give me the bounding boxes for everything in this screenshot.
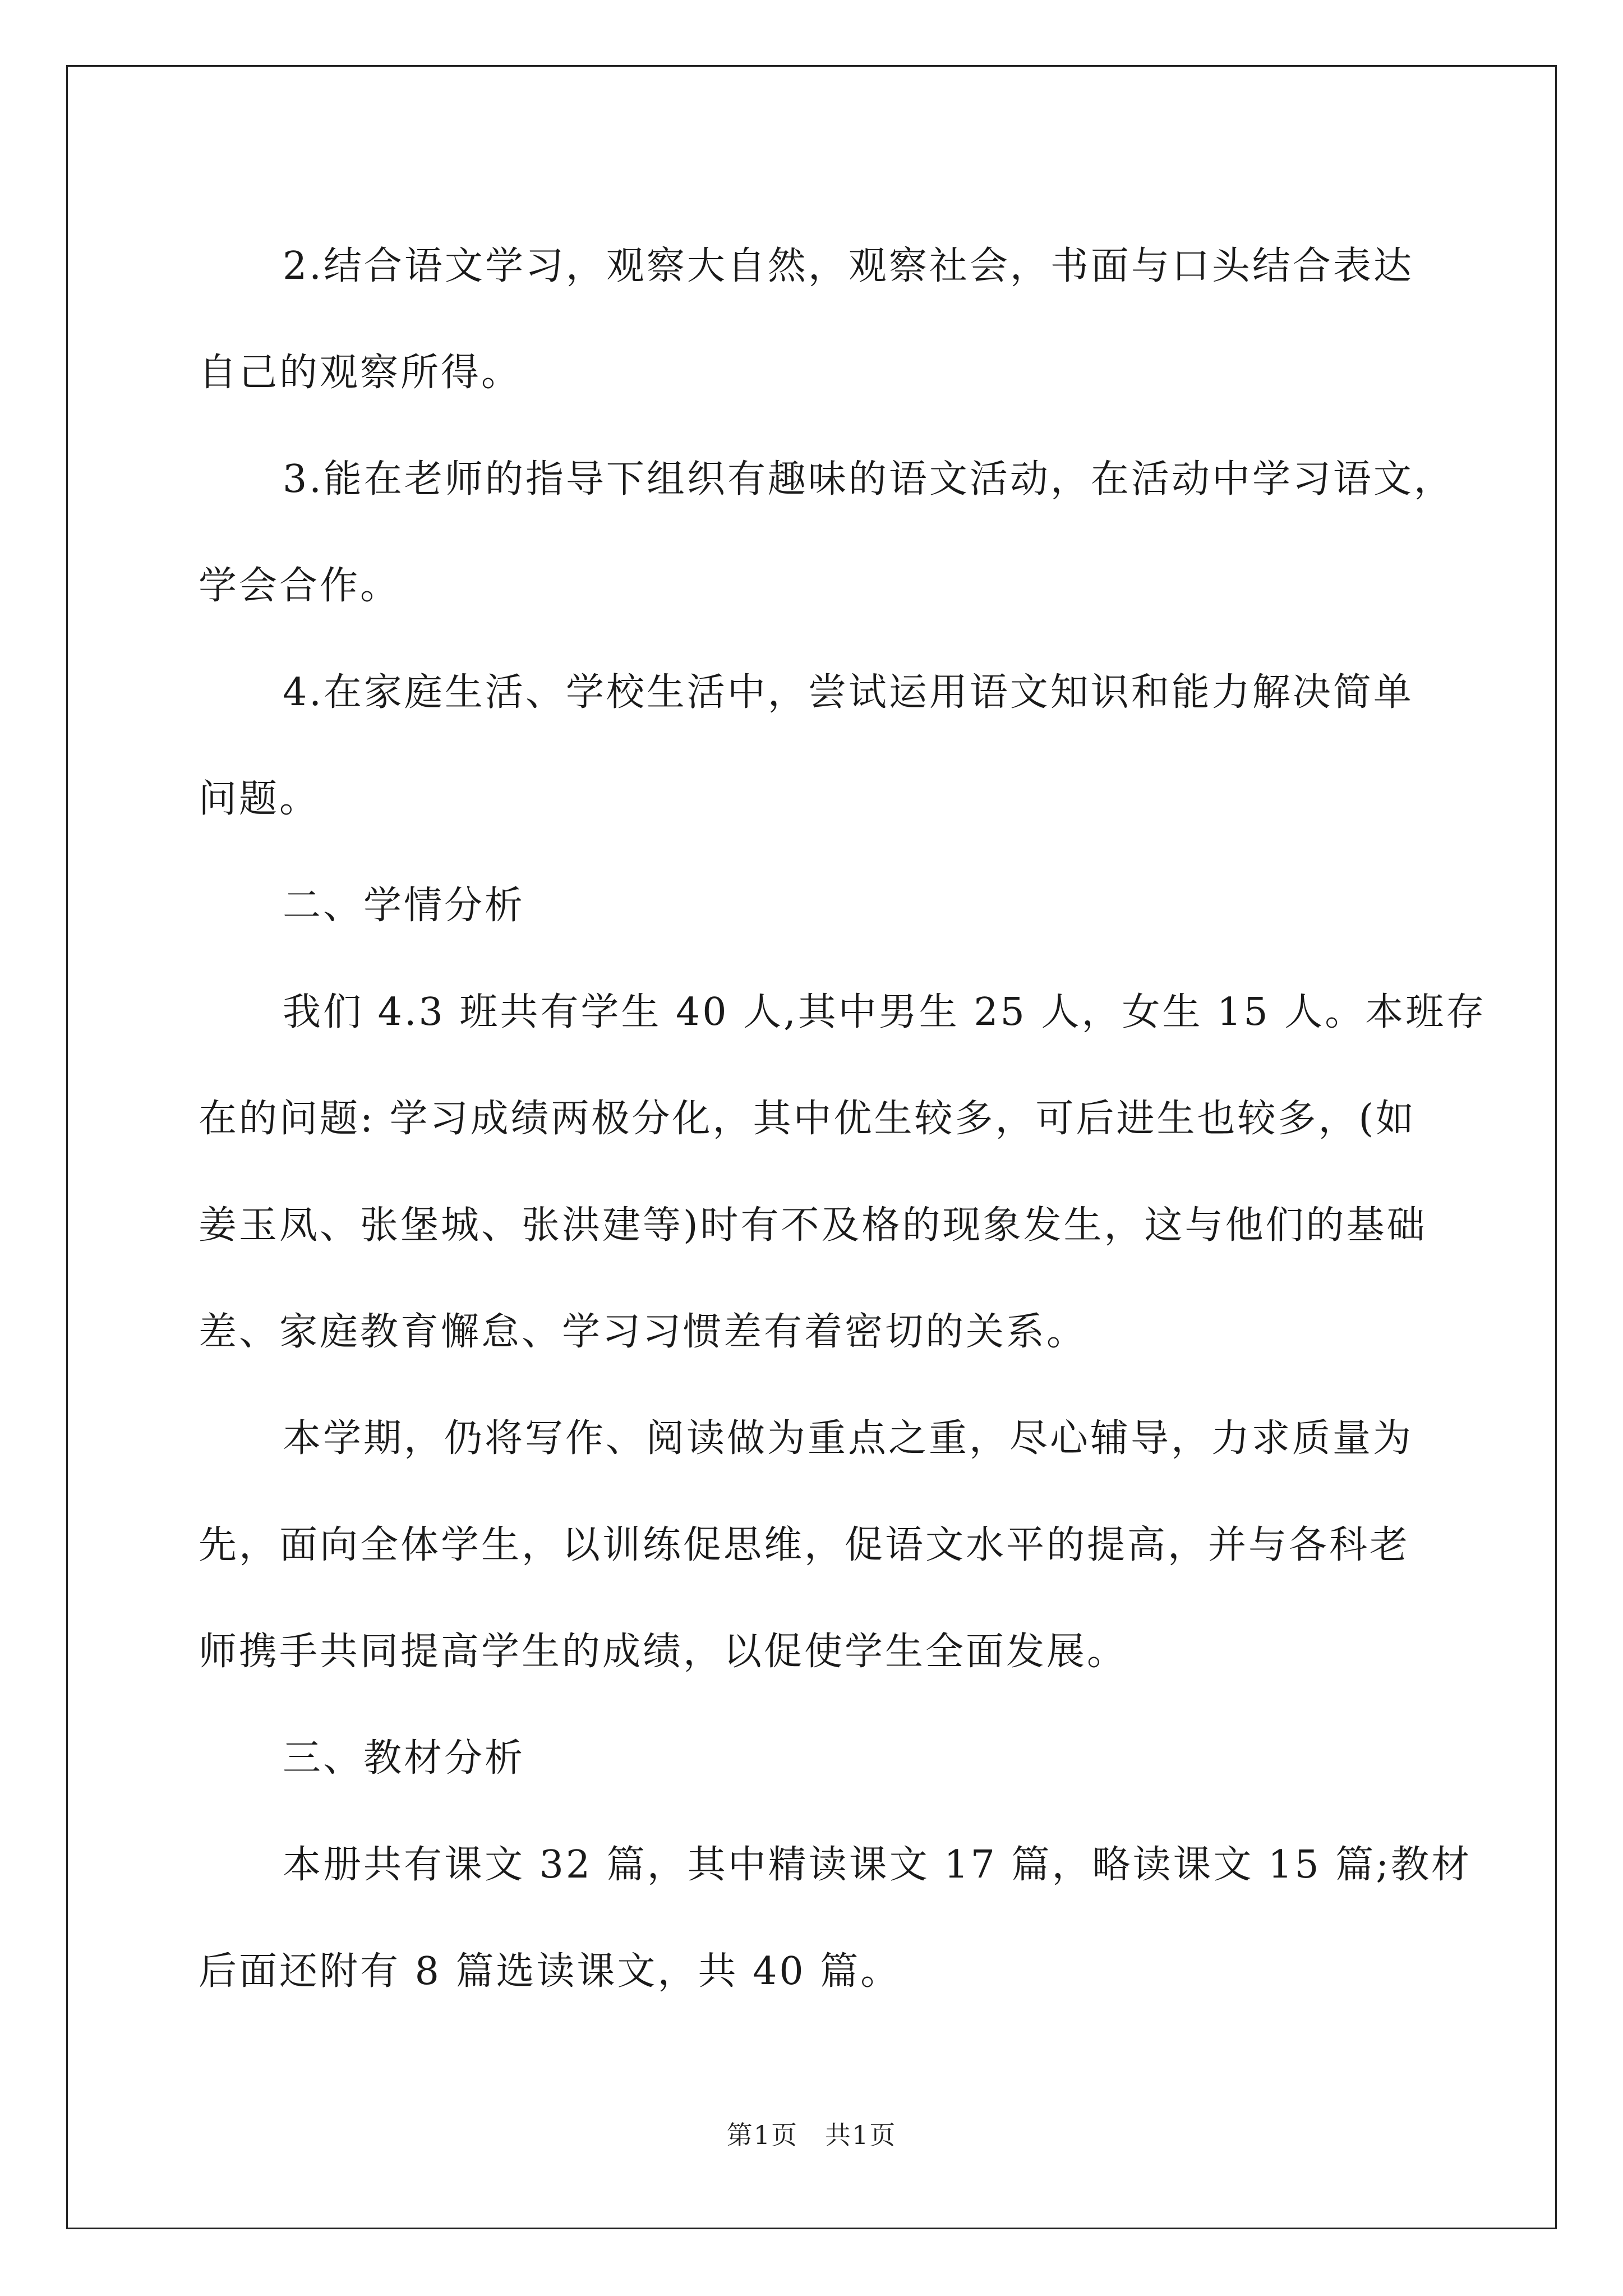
document-body <box>199 213 1487 2025</box>
section-heading: 三、教材分析 <box>283 1736 525 1780</box>
text-line: 差、家庭教育懈怠、学习习惯差有着密切的关系。 <box>199 1310 1087 1354</box>
text-line: 后面还附有 8 篇选读课文，共 40 篇。 <box>199 1949 901 1994</box>
page-footer <box>0 2115 1623 2152</box>
page-number: 第1页 共1页 <box>726 2120 897 2150</box>
text-line: 问题。 <box>199 777 320 821</box>
text-line: 我们 4.3 班共有学生 40 人,其中男生 25 人，女生 15 人。本班存 <box>283 990 1487 1034</box>
text-line: 4.在家庭生活、学校生活中，尝试运用语文知识和能力解决简单 <box>283 670 1414 715</box>
text-line: 3.能在老师的指导下组织有趣味的语文活动，在活动中学习语文， <box>283 457 1454 501</box>
text-line: 2.结合语文学习，观察大自然，观察社会，书面与口头结合表达 <box>283 244 1414 288</box>
text-line: 本册共有课文 32 篇，其中精读课文 17 篇，略读课文 15 篇;教材 <box>283 1843 1472 1887</box>
text-line: 在的问题: 学习成绩两极分化，其中优生较多，可后进生也较多，(如 <box>199 1097 1417 1141</box>
text-line: 先，面向全体学生，以训练促思维，促语文水平的提高，并与各科老 <box>199 1523 1410 1567</box>
text-line: 师携手共同提高学生的成绩，以促使学生全面发展。 <box>199 1630 1128 1674</box>
text-line: 学会合作。 <box>199 564 401 608</box>
section-heading: 二、学情分析 <box>283 884 525 928</box>
text-line: 本学期，仍将写作、阅读做为重点之重，尽心辅导，力求质量为 <box>283 1416 1414 1461</box>
text-line: 自己的观察所得。 <box>199 351 522 395</box>
text-line: 姜玉凤、张堡城、张洪建等)时有不及格的现象发生，这与他们的基础 <box>199 1203 1427 1248</box>
